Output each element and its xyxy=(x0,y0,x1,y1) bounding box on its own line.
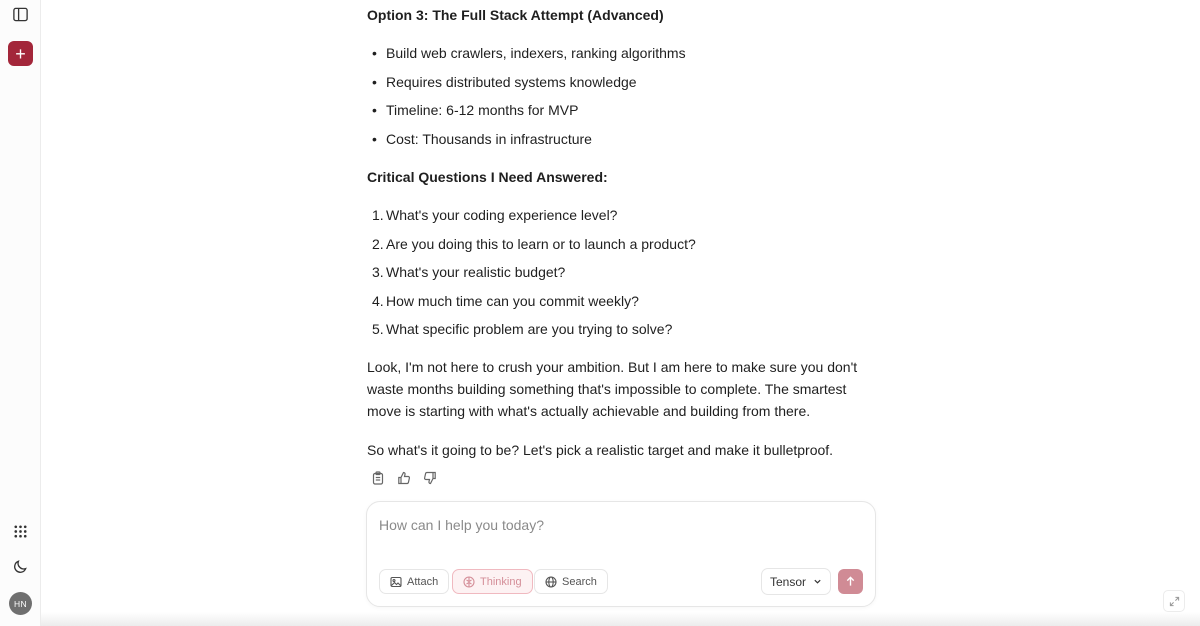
list-item: 1. What's your coding experience level? xyxy=(372,207,618,223)
model-label: Tensor xyxy=(769,574,807,589)
list-item: 2. Are you doing this to learn or to launch a product? xyxy=(372,236,696,252)
list-item: • Build web crawlers, indexers, ranking algorithms xyxy=(372,45,686,61)
grid-dots-icon[interactable] xyxy=(8,519,33,544)
image-icon xyxy=(390,576,402,588)
closing-paragraph: Look, I'm not here to crush your ambition. But I am here to make sure you don't waste months building something that's impossible to complete. The smartest move is starting with what's actually achievable and building from there. xyxy=(367,359,858,419)
clipboard-icon[interactable] xyxy=(369,469,387,487)
brain-icon xyxy=(463,576,475,588)
new-chat-button[interactable] xyxy=(8,41,33,66)
arrow-up-icon xyxy=(845,576,856,587)
moon-icon[interactable] xyxy=(8,554,33,579)
list-item: 4. How much time can you commit weekly? xyxy=(372,293,639,309)
thumbs-down-icon[interactable] xyxy=(421,469,439,487)
closing-question: So what's it going to be? Let's pick a realistic target and make it bulletproof. xyxy=(367,442,834,458)
list-item: 5. What specific problem are you trying to solve? xyxy=(372,321,673,337)
list-item: 3. What's your realistic budget? xyxy=(372,264,566,280)
list-item: • Cost: Thousands in infrastructure xyxy=(372,131,592,147)
bottom-fade xyxy=(41,612,1200,626)
thinking-toggle[interactable]: Thinking xyxy=(452,569,533,594)
plus-icon: + xyxy=(15,43,26,64)
message-actions xyxy=(369,469,439,487)
avatar[interactable] xyxy=(9,592,32,615)
globe-icon xyxy=(545,576,557,588)
sidebar-toggle-icon[interactable] xyxy=(8,2,33,27)
model-selector[interactable] xyxy=(761,568,831,595)
send-button[interactable] xyxy=(838,569,863,594)
composer xyxy=(366,501,876,607)
option3-heading: Option 3: The Full Stack Attempt (Advanced) xyxy=(367,7,664,23)
chevron-down-icon xyxy=(813,577,822,586)
expand-icon[interactable] xyxy=(1163,590,1185,612)
list-item: • Requires distributed systems knowledge xyxy=(372,74,637,90)
attach-button[interactable]: Attach xyxy=(379,569,449,594)
sidebar-rail xyxy=(0,0,41,626)
list-item: • Timeline: 6-12 months for MVP xyxy=(372,102,579,118)
questions-heading: Critical Questions I Need Answered: xyxy=(367,169,608,185)
message-input[interactable] xyxy=(379,514,859,536)
avatar-initials: HN xyxy=(14,598,27,609)
search-button[interactable]: Search xyxy=(534,569,608,594)
thumbs-up-icon[interactable] xyxy=(395,469,413,487)
